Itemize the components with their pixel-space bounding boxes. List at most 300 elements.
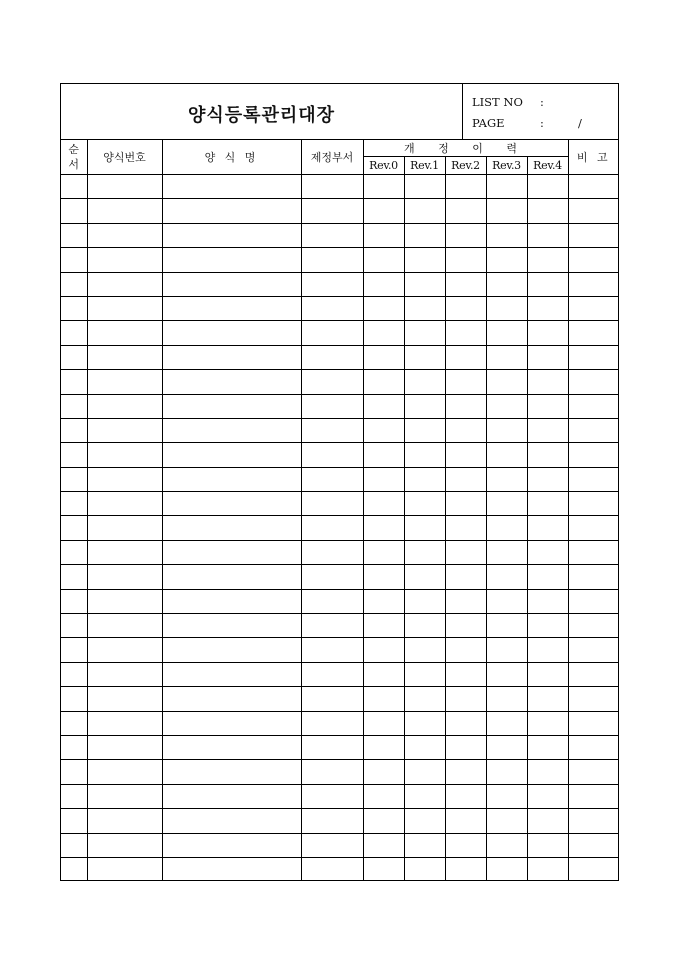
rev3-cell[interactable]: [486, 418, 527, 442]
rev0-cell[interactable]: [363, 565, 404, 589]
seq-header: [61, 139, 87, 175]
rev4-cell[interactable]: [527, 760, 568, 784]
rev4-cell[interactable]: [527, 199, 568, 223]
rev2-cell[interactable]: [445, 638, 486, 662]
rev3-cell[interactable]: [486, 248, 527, 272]
rev4-cell[interactable]: [527, 711, 568, 735]
department-cell[interactable]: [301, 418, 363, 442]
rev0-cell[interactable]: [363, 272, 404, 296]
form-name-cell[interactable]: [162, 296, 301, 320]
form-name-cell[interactable]: [162, 735, 301, 759]
rev3-cell[interactable]: [486, 443, 527, 467]
remarks-cell[interactable]: [568, 492, 619, 516]
rev2-cell[interactable]: [445, 857, 486, 881]
rev2-cell[interactable]: [445, 760, 486, 784]
rev1-cell[interactable]: [404, 248, 445, 272]
seq-cell[interactable]: [61, 784, 87, 808]
rev4-cell[interactable]: [527, 370, 568, 394]
form-name-cell[interactable]: [162, 638, 301, 662]
rev0-cell[interactable]: [363, 321, 404, 345]
department-cell[interactable]: [301, 248, 363, 272]
rev3-cell[interactable]: [486, 565, 527, 589]
form-name-cell[interactable]: [162, 760, 301, 784]
table-row: [61, 296, 619, 320]
form-number-cell[interactable]: [87, 345, 162, 369]
rev2-cell[interactable]: [445, 370, 486, 394]
rev1-cell[interactable]: [404, 662, 445, 686]
rev0-cell[interactable]: [363, 394, 404, 418]
remarks-cell[interactable]: [568, 565, 619, 589]
rev3-cell[interactable]: [486, 492, 527, 516]
form-number-cell[interactable]: [87, 638, 162, 662]
remarks-cell[interactable]: [568, 614, 619, 638]
rev4-cell[interactable]: [527, 833, 568, 857]
rev1-cell[interactable]: [404, 467, 445, 491]
form-name-cell[interactable]: [162, 614, 301, 638]
seq-cell[interactable]: [61, 662, 87, 686]
rev2-cell[interactable]: [445, 833, 486, 857]
remarks-cell[interactable]: [568, 833, 619, 857]
rev4-cell[interactable]: [527, 784, 568, 808]
rev1-cell[interactable]: [404, 492, 445, 516]
rev1-cell[interactable]: [404, 784, 445, 808]
department-cell[interactable]: [301, 394, 363, 418]
form-number-cell[interactable]: [87, 857, 162, 881]
seq-cell[interactable]: [61, 492, 87, 516]
rev3-cell[interactable]: [486, 662, 527, 686]
rev3-cell[interactable]: [486, 857, 527, 881]
department-cell[interactable]: [301, 809, 363, 833]
rev3-cell[interactable]: [486, 540, 527, 564]
rev2-cell[interactable]: [445, 687, 486, 711]
rev3-cell[interactable]: [486, 711, 527, 735]
seq-cell[interactable]: [61, 638, 87, 662]
seq-cell[interactable]: [61, 467, 87, 491]
rev2-cell[interactable]: [445, 589, 486, 613]
form-number-cell[interactable]: [87, 296, 162, 320]
seq-cell[interactable]: [61, 857, 87, 881]
rev1-cell[interactable]: [404, 199, 445, 223]
rev2-cell[interactable]: [445, 467, 486, 491]
seq-cell[interactable]: [61, 199, 87, 223]
form-name-cell[interactable]: [162, 516, 301, 540]
form-number-cell[interactable]: [87, 614, 162, 638]
seq-cell[interactable]: [61, 809, 87, 833]
form-number-cell[interactable]: [87, 760, 162, 784]
rev3-cell[interactable]: [486, 638, 527, 662]
rev2-cell[interactable]: [445, 565, 486, 589]
remarks-cell[interactable]: [568, 223, 619, 247]
remarks-cell[interactable]: [568, 857, 619, 881]
rev3-cell[interactable]: [486, 175, 527, 199]
form-name-cell[interactable]: [162, 833, 301, 857]
form-number-cell[interactable]: [87, 394, 162, 418]
rev4-cell[interactable]: [527, 345, 568, 369]
remarks-cell[interactable]: [568, 784, 619, 808]
rev0-cell[interactable]: [363, 784, 404, 808]
form-number-cell[interactable]: [87, 589, 162, 613]
remarks-cell[interactable]: [568, 272, 619, 296]
rev0-cell[interactable]: [363, 223, 404, 247]
form-name-cell[interactable]: [162, 467, 301, 491]
rev4-cell[interactable]: [527, 492, 568, 516]
rev4-cell[interactable]: [527, 809, 568, 833]
form-name-cell[interactable]: [162, 248, 301, 272]
rev0-cell[interactable]: [363, 711, 404, 735]
remarks-cell[interactable]: [568, 760, 619, 784]
form-name-cell[interactable]: [162, 540, 301, 564]
rev3-cell[interactable]: [486, 345, 527, 369]
department-cell[interactable]: [301, 662, 363, 686]
form-number-cell[interactable]: [87, 565, 162, 589]
rev4-cell[interactable]: [527, 443, 568, 467]
rev1-cell[interactable]: [404, 516, 445, 540]
rev4-cell[interactable]: [527, 394, 568, 418]
rev1-cell[interactable]: [404, 614, 445, 638]
remarks-cell[interactable]: [568, 296, 619, 320]
remarks-cell[interactable]: [568, 589, 619, 613]
form-number-cell[interactable]: [87, 516, 162, 540]
form-name-cell[interactable]: [162, 199, 301, 223]
form-number-cell[interactable]: [87, 492, 162, 516]
rev2-cell[interactable]: [445, 516, 486, 540]
remarks-cell[interactable]: [568, 735, 619, 759]
rev2-cell[interactable]: [445, 443, 486, 467]
remarks-cell[interactable]: [568, 516, 619, 540]
department-cell[interactable]: [301, 492, 363, 516]
remarks-cell[interactable]: [568, 345, 619, 369]
seq-cell[interactable]: [61, 296, 87, 320]
seq-cell[interactable]: [61, 760, 87, 784]
rev-header: Rev.1: [404, 157, 445, 175]
rev4-cell[interactable]: [527, 638, 568, 662]
department-cell[interactable]: [301, 370, 363, 394]
department-cell[interactable]: [301, 345, 363, 369]
list-no-row: [472, 94, 578, 110]
rev2-cell[interactable]: [445, 272, 486, 296]
rev0-cell[interactable]: [363, 638, 404, 662]
seq-cell[interactable]: [61, 321, 87, 345]
form-name-cell[interactable]: [162, 345, 301, 369]
seq-cell[interactable]: [61, 248, 87, 272]
seq-cell[interactable]: [61, 175, 87, 199]
form-number-cell[interactable]: [87, 199, 162, 223]
rev0-cell[interactable]: [363, 418, 404, 442]
rev2-cell[interactable]: [445, 784, 486, 808]
rev0-cell[interactable]: [363, 443, 404, 467]
remarks-cell[interactable]: [568, 540, 619, 564]
department-cell[interactable]: [301, 638, 363, 662]
remarks-cell[interactable]: [568, 248, 619, 272]
department-cell[interactable]: [301, 784, 363, 808]
form-name-cell[interactable]: [162, 223, 301, 247]
rev4-cell[interactable]: [527, 735, 568, 759]
department-cell[interactable]: [301, 589, 363, 613]
form-number-cell[interactable]: [87, 687, 162, 711]
form-number-cell[interactable]: [87, 223, 162, 247]
form-number-cell[interactable]: [87, 467, 162, 491]
rev2-cell[interactable]: [445, 175, 486, 199]
table-row: [61, 418, 619, 442]
rev1-cell[interactable]: [404, 735, 445, 759]
department-cell[interactable]: [301, 272, 363, 296]
department-cell[interactable]: [301, 735, 363, 759]
seq-cell[interactable]: [61, 394, 87, 418]
table-row: [61, 687, 619, 711]
rev1-cell[interactable]: [404, 345, 445, 369]
rev1-cell[interactable]: [404, 370, 445, 394]
department-cell[interactable]: [301, 443, 363, 467]
rev1-cell[interactable]: [404, 565, 445, 589]
rev4-cell[interactable]: [527, 565, 568, 589]
rev3-cell[interactable]: [486, 784, 527, 808]
rev3-cell[interactable]: [486, 467, 527, 491]
rev0-cell[interactable]: [363, 614, 404, 638]
seq-cell[interactable]: [61, 687, 87, 711]
form-number-cell[interactable]: [87, 443, 162, 467]
rev1-cell[interactable]: [404, 272, 445, 296]
form-name-cell[interactable]: [162, 662, 301, 686]
seq-cell[interactable]: [61, 272, 87, 296]
rev3-cell[interactable]: [486, 589, 527, 613]
rev2-cell[interactable]: [445, 540, 486, 564]
seq-cell[interactable]: [61, 614, 87, 638]
rev3-cell[interactable]: [486, 272, 527, 296]
rev3-cell[interactable]: [486, 760, 527, 784]
rev1-cell[interactable]: [404, 809, 445, 833]
seq-cell[interactable]: [61, 711, 87, 735]
rev0-cell[interactable]: [363, 662, 404, 686]
rev4-cell[interactable]: [527, 662, 568, 686]
rev4-cell[interactable]: [527, 272, 568, 296]
rev0-cell[interactable]: [363, 735, 404, 759]
rev4-cell[interactable]: [527, 516, 568, 540]
form-number-cell[interactable]: [87, 175, 162, 199]
form-name-cell[interactable]: [162, 418, 301, 442]
form-name-cell[interactable]: [162, 321, 301, 345]
rev0-cell[interactable]: [363, 760, 404, 784]
rev2-cell[interactable]: [445, 492, 486, 516]
department-cell[interactable]: [301, 565, 363, 589]
form-number-cell[interactable]: [87, 833, 162, 857]
rev3-cell[interactable]: [486, 296, 527, 320]
rev4-cell[interactable]: [527, 248, 568, 272]
rev1-cell[interactable]: [404, 540, 445, 564]
rev2-cell[interactable]: [445, 321, 486, 345]
rev3-cell[interactable]: [486, 394, 527, 418]
remarks-cell[interactable]: [568, 687, 619, 711]
list-no-label: LIST NO: [472, 95, 523, 109]
rev3-cell[interactable]: [486, 199, 527, 223]
form-name-cell[interactable]: [162, 443, 301, 467]
rev4-cell[interactable]: [527, 223, 568, 247]
seq-cell[interactable]: [61, 223, 87, 247]
department-cell[interactable]: [301, 833, 363, 857]
rev4-cell[interactable]: [527, 540, 568, 564]
department-cell[interactable]: [301, 760, 363, 784]
rev0-cell[interactable]: [363, 857, 404, 881]
form-name-cell[interactable]: [162, 784, 301, 808]
rev1-cell[interactable]: [404, 638, 445, 662]
remarks-cell[interactable]: [568, 467, 619, 491]
rev3-cell[interactable]: [486, 321, 527, 345]
rev4-cell[interactable]: [527, 175, 568, 199]
rev2-cell[interactable]: [445, 809, 486, 833]
form-number-cell[interactable]: [87, 540, 162, 564]
rev3-cell[interactable]: [486, 614, 527, 638]
seq-cell[interactable]: [61, 443, 87, 467]
rev0-cell[interactable]: [363, 467, 404, 491]
rev0-cell[interactable]: [363, 370, 404, 394]
rev0-cell[interactable]: [363, 296, 404, 320]
rev2-cell[interactable]: [445, 662, 486, 686]
department-cell[interactable]: [301, 467, 363, 491]
form-number-cell[interactable]: [87, 321, 162, 345]
remarks-cell[interactable]: [568, 809, 619, 833]
rev1-cell[interactable]: [404, 687, 445, 711]
rev0-cell[interactable]: [363, 516, 404, 540]
rev4-cell[interactable]: [527, 614, 568, 638]
department-cell[interactable]: [301, 175, 363, 199]
rev1-cell[interactable]: [404, 857, 445, 881]
rev1-cell[interactable]: [404, 223, 445, 247]
rev1-cell[interactable]: [404, 833, 445, 857]
rev2-cell[interactable]: [445, 296, 486, 320]
form-name-cell[interactable]: [162, 175, 301, 199]
form-number-cell[interactable]: [87, 662, 162, 686]
form-name-cell[interactable]: [162, 492, 301, 516]
form-name-cell[interactable]: [162, 687, 301, 711]
seq-cell[interactable]: [61, 516, 87, 540]
department-cell[interactable]: [301, 199, 363, 223]
department-cell[interactable]: [301, 711, 363, 735]
rev2-cell[interactable]: [445, 394, 486, 418]
rev1-cell[interactable]: [404, 711, 445, 735]
rev3-cell[interactable]: [486, 370, 527, 394]
rev0-cell[interactable]: [363, 345, 404, 369]
rev1-cell[interactable]: [404, 418, 445, 442]
rev2-cell[interactable]: [445, 735, 486, 759]
rev2-cell[interactable]: [445, 345, 486, 369]
rev0-cell[interactable]: [363, 540, 404, 564]
rev0-cell[interactable]: [363, 833, 404, 857]
rev4-cell[interactable]: [527, 418, 568, 442]
department-cell[interactable]: [301, 516, 363, 540]
form-name-cell[interactable]: [162, 565, 301, 589]
department-cell[interactable]: [301, 540, 363, 564]
remarks-cell[interactable]: [568, 638, 619, 662]
remarks-cell[interactable]: [568, 394, 619, 418]
rev3-cell[interactable]: [486, 809, 527, 833]
rev2-cell[interactable]: [445, 248, 486, 272]
rev2-cell[interactable]: [445, 614, 486, 638]
form-name-header: 양 식 명: [162, 139, 301, 175]
rev4-cell[interactable]: [527, 857, 568, 881]
rev0-cell[interactable]: [363, 175, 404, 199]
form-number-cell[interactable]: [87, 248, 162, 272]
rev2-cell[interactable]: [445, 223, 486, 247]
remarks-cell[interactable]: [568, 443, 619, 467]
rev0-cell[interactable]: [363, 248, 404, 272]
rev0-cell[interactable]: [363, 809, 404, 833]
form-name-cell[interactable]: [162, 809, 301, 833]
rev2-cell[interactable]: [445, 418, 486, 442]
rev1-cell[interactable]: [404, 394, 445, 418]
seq-cell[interactable]: [61, 833, 87, 857]
form-number-cell[interactable]: [87, 272, 162, 296]
seq-cell[interactable]: [61, 540, 87, 564]
form-name-cell[interactable]: [162, 589, 301, 613]
department-cell[interactable]: [301, 687, 363, 711]
rev1-cell[interactable]: [404, 443, 445, 467]
rev0-cell[interactable]: [363, 589, 404, 613]
rev3-cell[interactable]: [486, 223, 527, 247]
rev1-cell[interactable]: [404, 175, 445, 199]
form-number-cell[interactable]: [87, 711, 162, 735]
rev0-cell[interactable]: [363, 199, 404, 223]
rev0-cell[interactable]: [363, 492, 404, 516]
form-number-cell[interactable]: [87, 370, 162, 394]
seq-cell[interactable]: [61, 565, 87, 589]
form-number-cell[interactable]: [87, 418, 162, 442]
remarks-cell[interactable]: [568, 711, 619, 735]
form-name-cell[interactable]: [162, 711, 301, 735]
rev4-cell[interactable]: [527, 321, 568, 345]
form-name-cell[interactable]: [162, 394, 301, 418]
seq-cell[interactable]: [61, 370, 87, 394]
rev1-cell[interactable]: [404, 589, 445, 613]
rev4-cell[interactable]: [527, 687, 568, 711]
remarks-cell[interactable]: [568, 662, 619, 686]
rev1-cell[interactable]: [404, 321, 445, 345]
seq-cell[interactable]: [61, 418, 87, 442]
rev4-cell[interactable]: [527, 467, 568, 491]
rev0-cell[interactable]: [363, 687, 404, 711]
department-cell[interactable]: [301, 223, 363, 247]
remarks-cell[interactable]: [568, 418, 619, 442]
department-cell[interactable]: [301, 296, 363, 320]
form-name-cell[interactable]: [162, 272, 301, 296]
rev3-cell[interactable]: [486, 833, 527, 857]
rev1-cell[interactable]: [404, 760, 445, 784]
rev2-cell[interactable]: [445, 711, 486, 735]
form-number-cell[interactable]: [87, 735, 162, 759]
seq-cell[interactable]: [61, 589, 87, 613]
department-cell[interactable]: [301, 614, 363, 638]
department-cell[interactable]: [301, 857, 363, 881]
department-cell[interactable]: [301, 321, 363, 345]
rev3-cell[interactable]: [486, 687, 527, 711]
seq-header-bottom: 서: [68, 157, 80, 171]
form-name-cell[interactable]: [162, 857, 301, 881]
rev4-cell[interactable]: [527, 296, 568, 320]
remarks-cell[interactable]: [568, 370, 619, 394]
seq-cell[interactable]: [61, 345, 87, 369]
form-number-cell[interactable]: [87, 809, 162, 833]
seq-cell[interactable]: [61, 735, 87, 759]
form-number-cell[interactable]: [87, 784, 162, 808]
rev1-cell[interactable]: [404, 296, 445, 320]
rev2-cell[interactable]: [445, 199, 486, 223]
form-name-cell[interactable]: [162, 370, 301, 394]
rev3-cell[interactable]: [486, 516, 527, 540]
table-row: [61, 589, 619, 613]
remarks-cell[interactable]: [568, 321, 619, 345]
rev3-cell[interactable]: [486, 735, 527, 759]
rev4-cell[interactable]: [527, 589, 568, 613]
remarks-cell[interactable]: [568, 175, 619, 199]
remarks-cell[interactable]: [568, 199, 619, 223]
